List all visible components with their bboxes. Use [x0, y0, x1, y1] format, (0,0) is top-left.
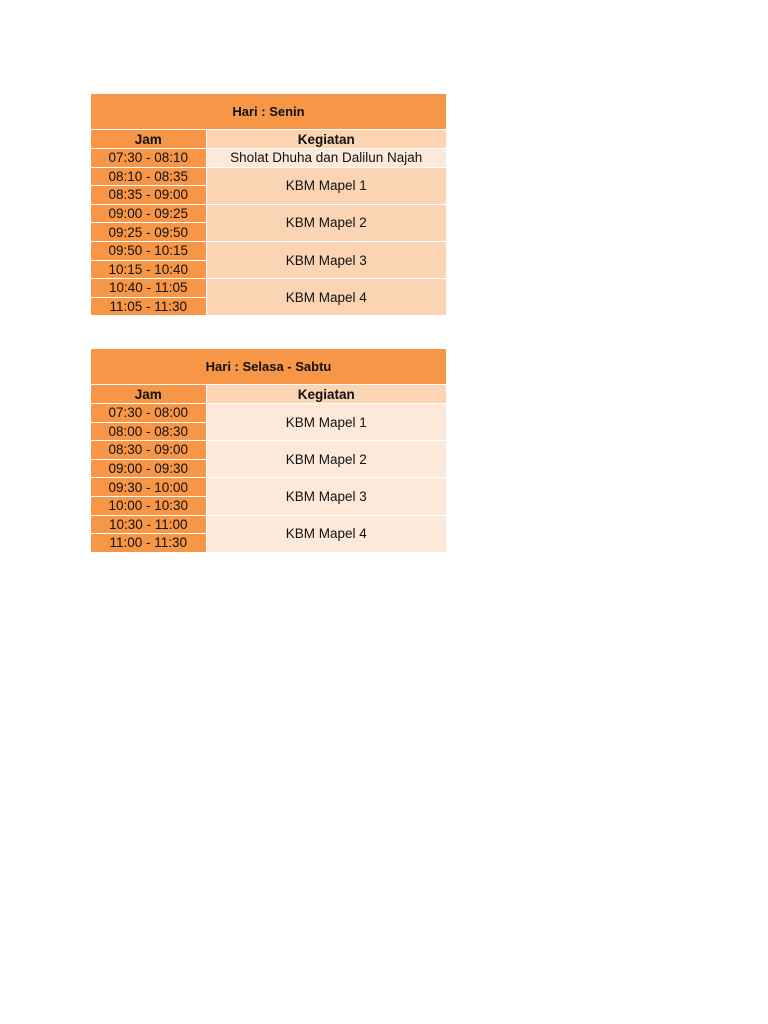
column-header-activity: Kegiatan [206, 385, 446, 404]
time-cell: 09:00 - 09:30 [91, 459, 206, 478]
activity-cell: KBM Mapel 2 [206, 441, 446, 478]
schedule-table-selasa-sabtu [91, 349, 446, 552]
activity-cell: KBM Mapel 3 [206, 478, 446, 515]
table-row [91, 478, 446, 497]
activity-cell: KBM Mapel 3 [206, 241, 446, 278]
activity-cell: KBM Mapel 1 [206, 404, 446, 441]
table-row [91, 441, 446, 460]
time-cell: 10:40 - 11:05 [91, 279, 206, 298]
time-cell: 08:10 - 08:35 [91, 167, 206, 186]
time-cell: 10:15 - 10:40 [91, 260, 206, 279]
time-cell: 08:35 - 09:00 [91, 186, 206, 205]
column-header-time: Jam [91, 385, 206, 404]
activity-cell: KBM Mapel 2 [206, 204, 446, 241]
activity-cell: KBM Mapel 4 [206, 515, 446, 552]
time-cell: 11:00 - 11:30 [91, 534, 206, 552]
time-cell: 10:00 - 10:30 [91, 496, 206, 515]
activity-cell: Sholat Dhuha dan Dalilun Najah [206, 149, 446, 168]
table-row [91, 241, 446, 260]
time-cell: 09:30 - 10:00 [91, 478, 206, 497]
table-row [91, 404, 446, 423]
table-row [91, 149, 446, 168]
table-row [91, 204, 446, 223]
column-header-time: Jam [91, 130, 206, 149]
time-cell: 08:30 - 09:00 [91, 441, 206, 460]
column-header-activity: Kegiatan [206, 130, 446, 149]
table-row [91, 167, 446, 186]
time-cell: 07:30 - 08:10 [91, 149, 206, 168]
table-title: Hari : Selasa - Sabtu [91, 349, 446, 385]
time-cell: 09:50 - 10:15 [91, 241, 206, 260]
time-cell: 08:00 - 08:30 [91, 422, 206, 441]
time-cell: 09:00 - 09:25 [91, 204, 206, 223]
schedule-table-senin [91, 94, 446, 315]
table-row [91, 515, 446, 534]
table-title: Hari : Senin [91, 94, 446, 130]
table-row [91, 279, 446, 298]
time-cell: 11:05 - 11:30 [91, 297, 206, 315]
time-cell: 09:25 - 09:50 [91, 223, 206, 242]
time-cell: 07:30 - 08:00 [91, 404, 206, 423]
activity-cell: KBM Mapel 4 [206, 279, 446, 316]
activity-cell: KBM Mapel 1 [206, 167, 446, 204]
time-cell: 10:30 - 11:00 [91, 515, 206, 534]
